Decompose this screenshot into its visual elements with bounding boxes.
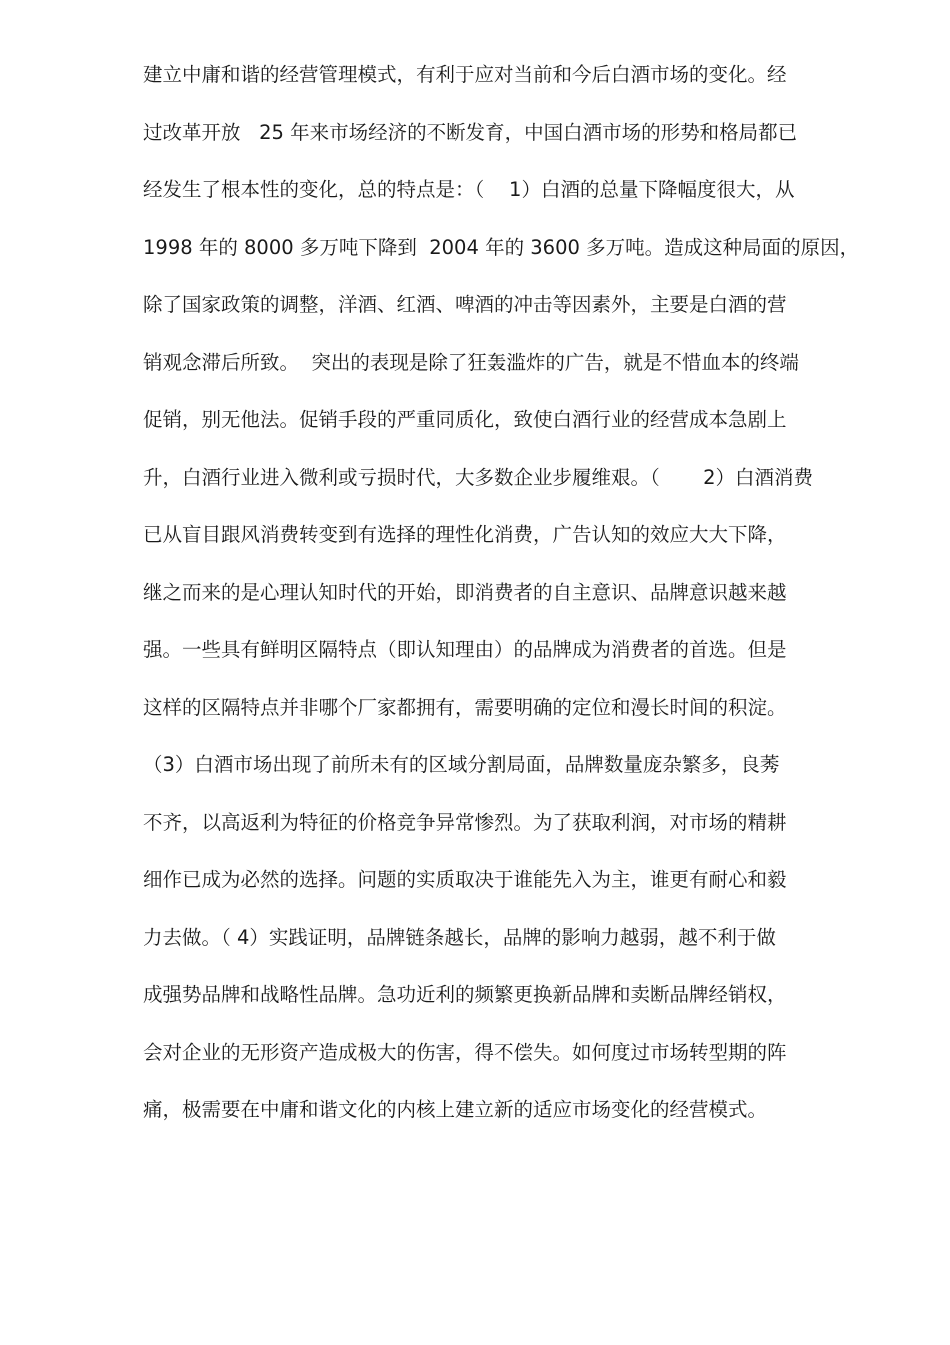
text-line-13: （3）白酒市场出现了前所未有的区域分割局面，品牌数量庞杂繁多，良莠 [143, 753, 780, 776]
text-line-3: 经发生了根本性的变化，总的特点是：（ 1）白酒的总量下降幅度很大，从 [143, 178, 795, 201]
text-line-4: 1998 年的 8000 多万吨下降到 2004 年的 3600 多万吨。造成这种局面的原因， [143, 236, 860, 259]
text-line-11: 强。一些具有鲜明区隔特点（即认知理由）的品牌成为消费者的首选。但是 [143, 638, 787, 661]
text-line-7: 促销，别无他法。促销手段的严重同质化，致使白酒行业的经营成本急剧上 [143, 408, 787, 431]
text-line-18: 会对企业的无形资产造成极大的伤害，得不偿失。如何度过市场转型期的阵 [143, 1041, 787, 1064]
text-line-17: 成强势品牌和战略性品牌。急功近利的频繁更换新品牌和卖断品牌经销权， [143, 983, 787, 1006]
text-line-14: 不齐，以高返利为特征的价格竞争异常惨烈。为了获取利润，对市场的精耕 [143, 811, 787, 834]
text-line-16: 力去做。（ 4）实践证明，品牌链条越长，品牌的影响力越弱，越不利于做 [143, 926, 776, 949]
text-line-10: 继之而来的是心理认知时代的开始，即消费者的自主意识、品牌意识越来越 [143, 581, 787, 604]
text-line-5: 除了国家政策的调整，洋酒、红酒、啤酒的冲击等因素外，主要是白酒的营 [143, 293, 787, 316]
text-line-6: 销观念滞后所致。 突出的表现是除了狂轰滥炸的广告，就是不惜血本的终端 [143, 351, 799, 374]
text-line-2: 过改革开放 25 年来市场经济的不断发育，中国白酒市场的形势和格局都已 [143, 121, 798, 144]
text-line-15: 细作已成为必然的选择。问题的实质取决于谁能先入为主，谁更有耐心和毅 [143, 868, 787, 891]
text-line-1: 建立中庸和谐的经营管理模式，有利于应对当前和今后白酒市场的变化。经 [143, 63, 787, 86]
text-line-9: 已从盲目跟风消费转变到有选择的理性化消费，广告认知的效应大大下降， [143, 523, 787, 546]
text-line-19: 痛，极需要在中庸和谐文化的内核上建立新的适应市场变化的经营模式。 [143, 1098, 768, 1121]
text-line-12: 这样的区隔特点并非哪个厂家都拥有，需要明确的定位和漫长时间的积淀。 [143, 696, 787, 719]
text-line-8: 升，白酒行业进入微利或亏损时代，大多数企业步履维艰。（ 2）白酒消费 [143, 466, 814, 489]
